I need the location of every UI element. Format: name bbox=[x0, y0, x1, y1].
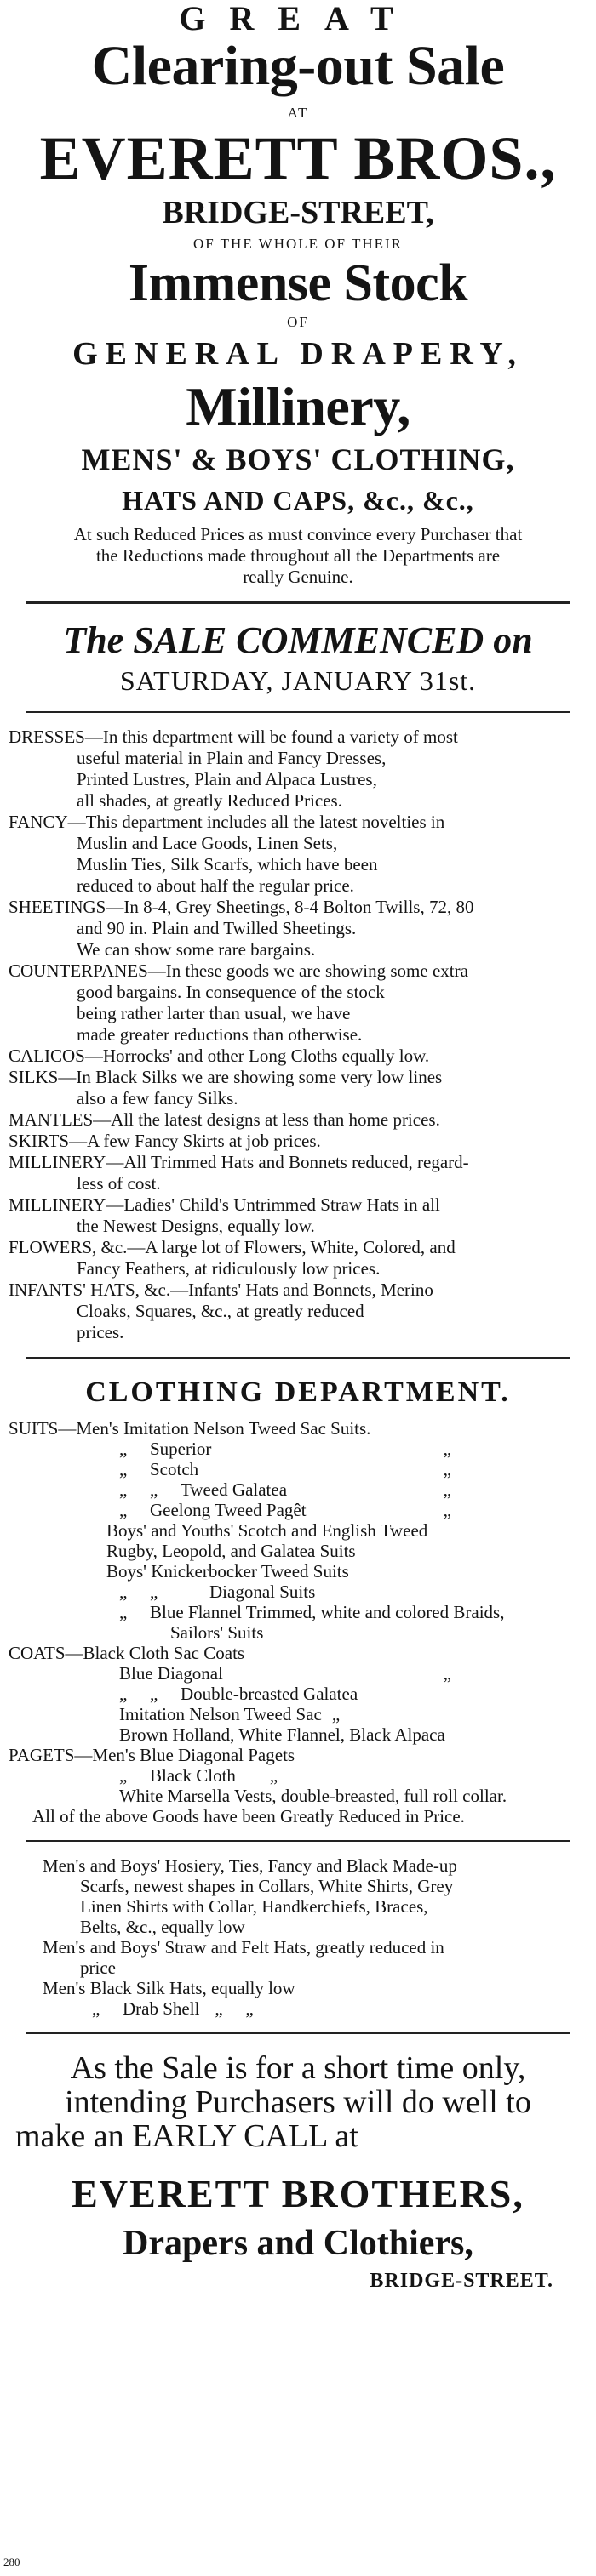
intro-paragraph bbox=[9, 524, 587, 588]
closing-paragraph bbox=[15, 2051, 581, 2153]
general-drapery-heading: GENERAL DRAPERY, bbox=[72, 336, 524, 372]
clothing-line bbox=[9, 1786, 587, 1806]
department-cont: and 90 in. Plain and Twilled Sheetings. bbox=[77, 918, 357, 938]
item-text: White Marsella Vests, double-breasted, full roll collar. bbox=[119, 1786, 507, 1806]
closing-line: make an EARLY CALL at bbox=[15, 2118, 358, 2154]
department-entry bbox=[9, 960, 587, 1046]
item-text: Double-breasted Galatea bbox=[181, 1684, 358, 1704]
department-entry bbox=[9, 1237, 587, 1279]
great-heading: GREAT bbox=[179, 0, 417, 37]
clothing-line bbox=[9, 1500, 587, 1520]
departments-list bbox=[9, 727, 587, 1343]
clothing-line bbox=[9, 1684, 587, 1704]
item-text: Tweed Galatea bbox=[181, 1479, 288, 1500]
item-text: Geelong Tweed Pagêt bbox=[150, 1500, 307, 1520]
department-entry bbox=[9, 1131, 587, 1152]
item-text: Diagonal Suits bbox=[209, 1582, 316, 1602]
sale-commenced-line: The SALE COMMENCED on bbox=[63, 619, 533, 661]
clothing-line bbox=[9, 1643, 587, 1663]
of-line: OF bbox=[287, 314, 309, 330]
item-text: Blue Diagonal bbox=[119, 1663, 223, 1684]
department-cont: good bargains. In consequence of the stock bbox=[77, 982, 385, 1002]
department-entry bbox=[9, 812, 587, 897]
department-cont: Printed Lustres, Plain and Alpaca Lustres, bbox=[77, 769, 377, 789]
department-cont: We can show some rare bargains. bbox=[77, 939, 316, 960]
footer-trade: Drapers and Clothiers, bbox=[123, 2224, 473, 2263]
item-text: Imitation Nelson Tweed Sac bbox=[119, 1704, 322, 1724]
department-cont: Fancy Feathers, at ridiculously low prices. bbox=[77, 1258, 381, 1279]
closing-section bbox=[9, 2051, 587, 2294]
department-entry bbox=[9, 1152, 587, 1194]
department-cont: the Newest Designs, equally low. bbox=[77, 1216, 315, 1236]
item-text: Boys' and Youths' Scotch and English Tweed bbox=[106, 1520, 428, 1541]
clothing-line bbox=[9, 1561, 587, 1582]
item-text: Blue Flannel Trimmed, white and colored Braids, bbox=[150, 1602, 505, 1622]
department-entry bbox=[9, 897, 587, 960]
clothing-line bbox=[9, 1439, 587, 1459]
hats-caps-heading: HATS AND CAPS, &c., &c., bbox=[122, 485, 474, 516]
ditto-mark: „ bbox=[443, 1439, 451, 1459]
clothing-line bbox=[9, 1418, 587, 1439]
hosiery-section bbox=[9, 1855, 587, 2019]
item-text: Rugby, Leopold, and Galatea Suits bbox=[106, 1541, 356, 1561]
clothing-line bbox=[9, 1459, 587, 1479]
divider bbox=[26, 711, 570, 713]
clearing-sale-heading: Clearing-out Sale bbox=[91, 35, 505, 97]
department-entry bbox=[9, 1279, 587, 1343]
item-text: All of the above Goods have been Greatly Reduced in Price. bbox=[32, 1806, 465, 1827]
closing-line: As the Sale is for a short time only, bbox=[70, 2050, 526, 2086]
department-cont: Muslin Ties, Silk Scarfs, which have been bbox=[77, 854, 378, 875]
coats-head: COATS—Black Cloth Sac Coats bbox=[9, 1643, 245, 1663]
ditto-mark: „ bbox=[119, 1500, 128, 1520]
ditto-mark: „ bbox=[443, 1459, 451, 1479]
footer-firm: EVERETT BROTHERS, bbox=[72, 2172, 524, 2215]
department-lead: INFANTS' HATS, &c.—Infants' Hats and Bonnets, Merino bbox=[9, 1279, 433, 1300]
intro-line: At such Reduced Prices as must convince every Purchaser that bbox=[73, 524, 523, 544]
pagets-head: PAGETS—Men's Blue Diagonal Pagets bbox=[9, 1745, 295, 1765]
department-cont: reduced to about half the regular price. bbox=[77, 875, 354, 896]
ditto-mark: „ bbox=[150, 1479, 158, 1500]
department-lead: MANTLES—All the latest designs at less than home prices. bbox=[9, 1109, 440, 1130]
hosiery-line bbox=[43, 1998, 587, 2019]
department-entry bbox=[9, 1194, 587, 1237]
department-cont: useful material in Plain and Fancy Dresses, bbox=[77, 748, 387, 768]
department-entry bbox=[9, 727, 587, 812]
header bbox=[9, 0, 587, 588]
item-text: Drab Shell bbox=[123, 1998, 200, 2019]
clothing-line bbox=[9, 1479, 587, 1500]
mens-clothing-heading: MENS' & BOYS' CLOTHING, bbox=[81, 442, 515, 476]
clothing-line bbox=[9, 1765, 587, 1786]
ditto-mark: „ bbox=[245, 1998, 254, 2019]
clothing-line bbox=[9, 1745, 587, 1765]
department-lead: MILLINERY—Ladies' Child's Untrimmed Straw Hats in all bbox=[9, 1194, 440, 1215]
ditto-mark: „ bbox=[119, 1439, 128, 1459]
department-entry bbox=[9, 1046, 587, 1067]
department-cont: being rather larter than usual, we have bbox=[77, 1003, 351, 1023]
ditto-mark: „ bbox=[119, 1479, 128, 1500]
at-line: AT bbox=[287, 105, 309, 121]
item-text: Superior bbox=[150, 1439, 212, 1459]
millinery-heading: Millinery, bbox=[186, 376, 410, 436]
department-cont: less of cost. bbox=[77, 1173, 161, 1194]
clothing-line bbox=[9, 1622, 587, 1643]
department-entry bbox=[9, 1109, 587, 1131]
item-text: Sailors' Suits bbox=[170, 1622, 264, 1643]
footer-street: BRIDGE-STREET. bbox=[370, 2270, 553, 2292]
department-lead: SKIRTS—A few Fancy Skirts at job prices. bbox=[9, 1131, 321, 1151]
department-lead: FANCY—This department includes all the latest novelties in bbox=[9, 812, 445, 832]
clothing-line bbox=[9, 1724, 587, 1745]
ditto-mark: „ bbox=[269, 1765, 278, 1786]
clothing-line bbox=[9, 1663, 587, 1684]
clothing-line bbox=[9, 1704, 587, 1724]
clothing-line bbox=[9, 1582, 587, 1602]
department-cont: Muslin and Lace Goods, Linen Sets, bbox=[77, 833, 338, 853]
department-lead: DRESSES—In this department will be found a variety of most bbox=[9, 727, 458, 747]
of-the-whole-line: OF THE WHOLE OF THEIR bbox=[193, 236, 403, 252]
hosiery-line: Men's Black Silk Hats, equally low bbox=[43, 1978, 295, 1998]
hosiery-line: Men's and Boys' Hosiery, Ties, Fancy and Black Made-up bbox=[43, 1855, 457, 1876]
ditto-mark: „ bbox=[119, 1684, 128, 1704]
closing-line: intending Purchasers will do well to bbox=[65, 2084, 531, 2120]
hosiery-line: Belts, &c., equally low bbox=[80, 1917, 245, 1937]
divider bbox=[26, 1357, 570, 1359]
clothing-line bbox=[9, 1541, 587, 1561]
firm-heading: EVERETT BROS., bbox=[39, 124, 557, 192]
item-text: Black Cloth bbox=[150, 1765, 236, 1786]
hosiery-line: Men's and Boys' Straw and Felt Hats, greatly reduced in bbox=[43, 1937, 444, 1958]
hosiery-line: price bbox=[80, 1958, 116, 1978]
department-lead: MILLINERY—All Trimmed Hats and Bonnets reduced, regard- bbox=[9, 1152, 469, 1172]
item-text: Brown Holland, White Flannel, Black Alpaca bbox=[119, 1724, 445, 1745]
department-cont: Cloaks, Squares, &c., at greatly reduced bbox=[77, 1301, 364, 1321]
department-cont: made greater reductions than otherwise. bbox=[77, 1024, 363, 1045]
ditto-mark: „ bbox=[443, 1479, 451, 1500]
department-cont: also a few fancy Silks. bbox=[77, 1088, 238, 1108]
suits-head: SUITS—Men's Imitation Nelson Tweed Sac Suits. bbox=[9, 1418, 371, 1439]
ditto-mark: „ bbox=[331, 1704, 341, 1724]
ditto-mark: „ bbox=[443, 1663, 451, 1684]
hosiery-line: Linen Shirts with Collar, Handkerchiefs, Braces, bbox=[80, 1896, 428, 1917]
immense-stock-heading: Immense Stock bbox=[128, 254, 468, 312]
ditto-mark: „ bbox=[119, 1602, 128, 1622]
divider bbox=[26, 1840, 570, 1842]
department-lead: FLOWERS, &c.—A large lot of Flowers, White, Colored, and bbox=[9, 1237, 456, 1257]
ditto-mark: „ bbox=[92, 1998, 100, 2019]
ditto-mark: „ bbox=[443, 1500, 451, 1520]
divider bbox=[26, 2032, 570, 2034]
sale-date-line: SATURDAY, JANUARY 31st. bbox=[119, 665, 477, 696]
intro-line: the Reductions made throughout all the Departments are bbox=[95, 545, 501, 566]
clothing-line bbox=[9, 1602, 587, 1622]
ditto-mark: „ bbox=[150, 1684, 158, 1704]
department-lead: SILKS—In Black Silks we are showing some very low lines bbox=[9, 1067, 443, 1087]
department-lead: COUNTERPANES—In these goods we are showing some extra bbox=[9, 960, 468, 981]
clothing-department bbox=[9, 1374, 587, 1827]
department-cont: all shades, at greatly Reduced Prices. bbox=[77, 790, 342, 811]
department-lead: SHEETINGS—In 8-4, Grey Sheetings, 8-4 Bolton Twills, 72, 80 bbox=[9, 897, 474, 917]
divider bbox=[26, 601, 570, 604]
ditto-mark: „ bbox=[119, 1765, 128, 1786]
department-entry bbox=[9, 1067, 587, 1109]
department-cont: prices. bbox=[77, 1322, 124, 1342]
item-text: Boys' Knickerbocker Tweed Suits bbox=[106, 1561, 349, 1582]
ditto-mark: „ bbox=[150, 1582, 158, 1602]
page-number: 280 bbox=[3, 2556, 20, 2568]
clothing-heading: CLOTHING DEPARTMENT. bbox=[85, 1376, 511, 1408]
ditto-mark: „ bbox=[119, 1582, 128, 1602]
ditto-mark: „ bbox=[215, 1998, 223, 2019]
clothing-line bbox=[9, 1520, 587, 1541]
hosiery-line: Scarfs, newest shapes in Collars, White Shirts, Grey bbox=[80, 1876, 454, 1896]
department-lead: CALICOS—Horrocks' and other Long Cloths equally low. bbox=[9, 1046, 430, 1066]
sale-announcement bbox=[9, 618, 587, 698]
item-text: Scotch bbox=[150, 1459, 199, 1479]
street-heading: BRIDGE-STREET, bbox=[162, 195, 434, 231]
clothing-line bbox=[9, 1806, 587, 1827]
intro-line: really Genuine. bbox=[243, 567, 353, 587]
ditto-mark: „ bbox=[119, 1459, 128, 1479]
